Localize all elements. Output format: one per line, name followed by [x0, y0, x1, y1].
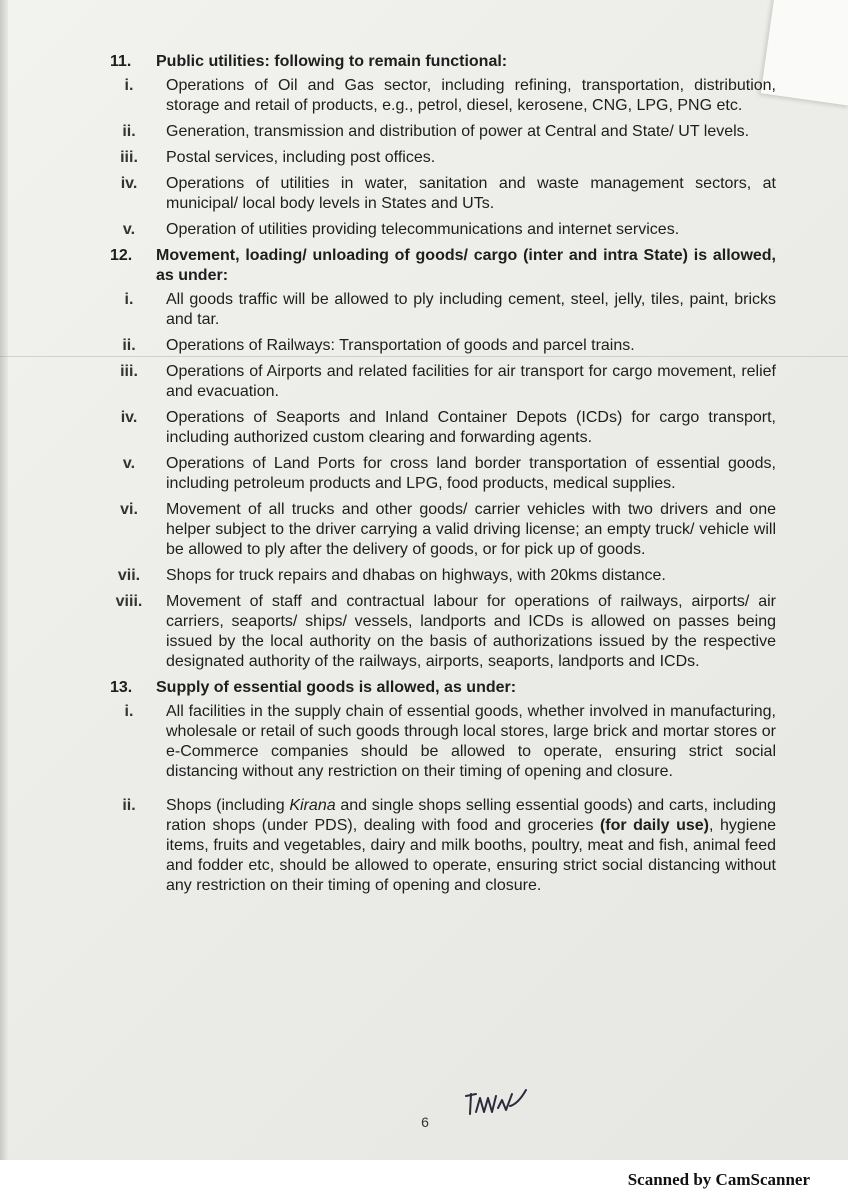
item-text: Operations of utilities in water, sanitation and waste management sectors, at municipal/ local body levels in States and UTs.: [166, 175, 776, 212]
item-text: Operations of Oil and Gas sector, including refining, transportation, distribution, storage and retail of products, e.g., petrol, diesel, kerosene, CNG, LPG, PNG etc.: [166, 77, 776, 114]
section-title: Public utilities: following to remain functional:: [156, 53, 508, 70]
list-item: [100, 290, 776, 330]
item-text: Postal services, including post offices.: [166, 149, 436, 166]
item-text-bold: (for daily use): [599, 817, 709, 834]
list-item: [100, 362, 776, 402]
item-text-italic: Kirana: [289, 797, 336, 814]
item-number: ii.: [122, 123, 136, 140]
list-item: [100, 454, 776, 494]
item-number: viii.: [115, 593, 143, 610]
item-text: [166, 796, 776, 896]
page-number: 6: [421, 1114, 429, 1130]
item-number: iii.: [120, 363, 138, 380]
sheet-edge: [0, 0, 8, 1160]
list-item: [100, 76, 776, 116]
list-item: [100, 148, 776, 168]
item-text: Movement of staff and contractual labour for operations of railways, airports/ air carriers, seaports/ ships/ vessels, landports and ICDs is allowed on passes being issued by the local authority on the basis of authorizations issued by the respective designated authority of the railways, airports, seaports, landports and ICDs.: [166, 593, 776, 670]
list-item: [100, 408, 776, 448]
item-number: vi.: [120, 501, 138, 518]
item-number: vii.: [117, 567, 141, 584]
list-item: [100, 336, 776, 356]
section-heading: [100, 52, 776, 72]
list-item: [100, 796, 776, 896]
item-text: Generation, transmission and distribution of power at Central and State/ UT levels.: [166, 123, 750, 140]
list-item: [100, 174, 776, 214]
list-item: [100, 592, 776, 672]
list-item: [100, 500, 776, 560]
item-number: ii.: [122, 797, 136, 814]
list-item: [100, 122, 776, 142]
section-title: Movement, loading/ unloading of goods/ cargo (inter and intra State) is allowed, as under:: [156, 247, 776, 284]
scanner-watermark-text: Scanned by CamScanner: [627, 1170, 810, 1189]
item-number: iv.: [120, 175, 138, 192]
item-number: ii.: [122, 337, 136, 354]
item-number: iii.: [120, 149, 138, 166]
scanner-footer: [0, 1160, 848, 1200]
item-number: i.: [124, 77, 134, 94]
item-text: All goods traffic will be allowed to ply including cement, steel, jelly, tiles, paint, bricks and tar.: [166, 291, 776, 328]
handwritten-signature: [462, 1086, 530, 1120]
section-heading: [100, 678, 776, 698]
item-text-part: and single shops selling essential goods) and carts, including ration shops (under PDS), dealing with food and groceries: [166, 797, 776, 834]
item-text: Operation of utilities providing telecommunications and internet services.: [166, 221, 680, 238]
section-title: Supply of essential goods is allowed, as under:: [156, 679, 517, 696]
item-text: Operations of Land Ports for cross land border transportation of essential goods, including petroleum products and LPG, food products, medical supplies.: [166, 455, 776, 492]
section-number: 13.: [110, 679, 133, 696]
item-text: Operations of Railways: Transportation of goods and parcel trains.: [166, 337, 635, 354]
item-text-part: , hygiene items, fruits and vegetables, dairy and milk booths, poultry, meat and fish, animal feed and fodder etc, should be allowed to operate, ensuring strict social distancing without any restriction on their timing of opening and closure.: [166, 817, 777, 894]
section-number: 11.: [110, 53, 132, 70]
item-number: i.: [124, 703, 134, 720]
item-number: i.: [124, 291, 134, 308]
document-body: [100, 50, 776, 902]
list-item: [100, 566, 776, 586]
spacer: [100, 788, 776, 796]
item-text-part: Shops (including: [166, 797, 290, 814]
section-heading: [100, 246, 776, 286]
item-number: v.: [122, 455, 136, 472]
section-number: 12.: [110, 247, 133, 264]
item-text: Shops for truck repairs and dhabas on highways, with 20kms distance.: [166, 567, 666, 584]
item-text: Operations of Airports and related facilities for air transport for cargo movement, relief and evacuation.: [166, 363, 776, 400]
item-text: Operations of Seaports and Inland Container Depots (ICDs) for cargo transport, including authorized custom clearing and forwarding agents.: [166, 409, 776, 446]
item-text: Movement of all trucks and other goods/ carrier vehicles with two drivers and one helper subject to the driver carrying a valid driving license; an empty truck/ vehicle will be allowed to ply after the delivery of goods, or for pick up of goods.: [166, 501, 776, 558]
item-number: iv.: [120, 409, 138, 426]
item-text: All facilities in the supply chain of essential goods, whether involved in manufacturing, wholesale or retail of such goods through local stores, large brick and mortar stores or e-Commerce companies should be allowed to operate, ensuring strict social distancing without any restriction on their timing of opening and closure.: [166, 703, 776, 780]
list-item: [100, 220, 776, 240]
item-number: v.: [122, 221, 136, 238]
list-item: [100, 702, 776, 782]
